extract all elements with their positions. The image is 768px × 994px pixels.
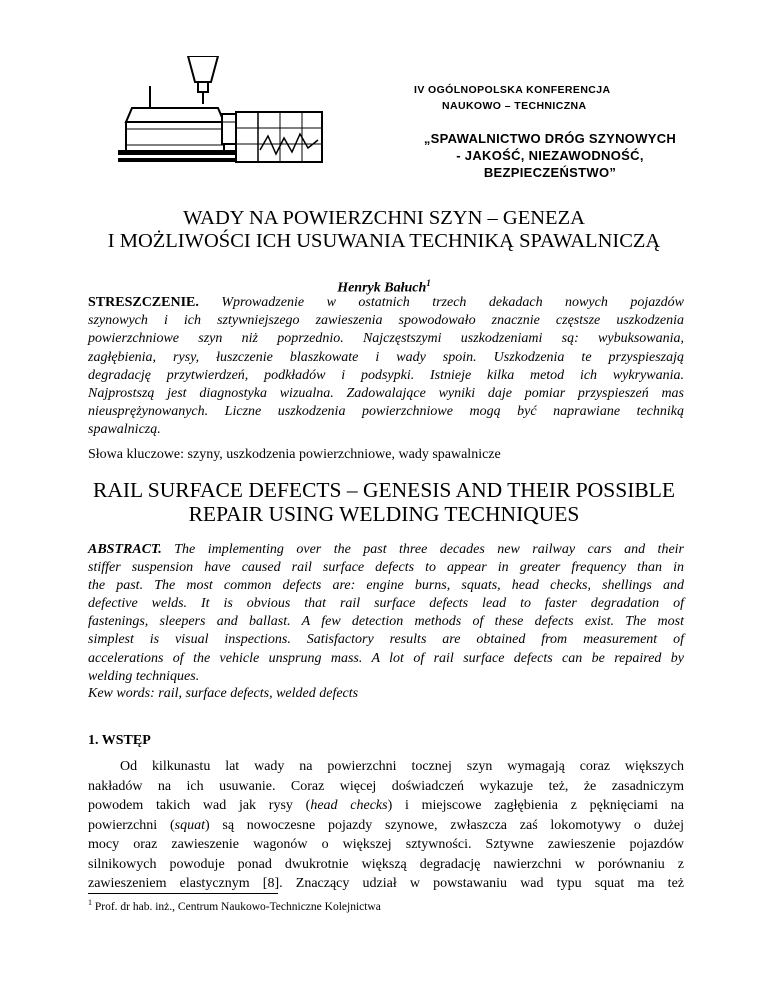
keywords-en: Kew words: rail, surface defects, welded defects [88,686,359,701]
abstract-pl-line: zagłębienia, rysy, łuszczenie blaszkowate i wady spoin. Uszkodzenia te przyspieszają [88,349,684,365]
abstract-pl [88,294,684,440]
conference-title-line-3: BEZPIECZEŃSTWO” [483,165,617,180]
footnote-divider [88,893,278,894]
abstract-pl-line: szynowych i ich sztywniejszego zawieszenia spowodowało znacznie częstsze uszkodzenia [88,313,684,329]
conference-edition: IV OGÓLNOPOLSKA KONFERENCJA [414,84,611,96]
abstract-pl-line: degradację przytwierdzeń, podkładów i podsypki. Istnieje kilka metod ich wykrywania. [88,367,684,383]
abstract-pl-label: STRESZCZENIE. [88,295,199,310]
conference-title-line-1: „SPAWALNICTWO DRÓG SZYNOWYCH [423,131,677,146]
paper-title-pl-line-1: WADY NA POWIERZCHNI SZYN – GENEZA [183,207,585,229]
body-line: powierzchni (squat) są nowoczesne pojazdy szynowe, zwłaszcza zaś lokomotywy o dużej [88,817,684,833]
section-heading: 1. WSTĘP [88,733,151,748]
body-line: zawieszeniem elastycznym [8]. Znaczący udział w powstawaniu wad typu squat ma też [88,876,684,891]
abstract-en-line: ABSTRACT. The implementing over the past three decades new railway cars and their [88,542,684,557]
footnote [88,898,381,913]
abstract-pl-line: STRESZCZENIE. Wprowadzenie w ostatnich trzech dekadach nowych pojazdów [88,295,684,310]
abstract-en-line: fastenings, sleepers and ballast. A few detection methods of these defects exist. The most [88,614,684,630]
abstract-en-line: simplest is visual inspections. Satisfactory results are obtained from measurement of [88,632,684,648]
author-name: Henryk Bałuch [337,280,427,296]
keywords-pl: Słowa kluczowe: szyny, uszkodzenia powierzchniowe, wady spawalnicze [88,447,501,462]
abstract-en-line: accelerations of the vehicle unsprung mass. A lot of rail surface defects can be repaired by [88,650,684,666]
abstract-pl-line: powierzchniowe szyn niż poprzednio. Najczęstszymi uszkodzeniami są: wybuksowania, [88,331,684,347]
conference-title-line-2: - JAKOŚĆ, NIEZAWODNOŚĆ, [456,148,644,163]
abstract-pl-line: Najprostszą jest diagnostyka wizualna. Zadowalające wyniki daje pomiar przyspieszeń mas [88,385,684,401]
abstract-en-line: welding techniques. [88,668,200,684]
body-line: mocy oraz zawieszenie wagonów o większej sztywności. Sztywne zawieszenie pojazdów [88,837,684,852]
abstract-en-line: defective welds. It is obvious that rail surface defects lead to faster degradation of [88,596,684,612]
conference-type: NAUKOWO – TECHNICZNA [442,100,587,112]
conference-logo-icon [118,56,323,166]
abstract-pl-line: nieusprężynowanych. Liczne uszkodzenia powierzchniowe mogą być naprawiane techniką [88,404,684,420]
body-line: nakładów na ich usuwanie. Coraz więcej doświadczeń wykazuje też, że zasadniczym [88,778,684,794]
abstract-pl-line: spawalniczą. [88,422,161,438]
abstract-en [88,541,684,686]
abstract-en-label: ABSTRACT. [88,542,162,557]
body-paragraph [88,758,684,895]
paper-title-en-line-1: RAIL SURFACE DEFECTS – GENESIS AND THEIR POSSIBLE [93,478,675,502]
body-line: silnikowych powoduje ponad dwukrotnie większą degradację nawierzchni w porównaniu z [88,856,684,872]
paper-title-en-line-2: REPAIR USING WELDING TECHNIQUES [188,502,580,526]
author-footnote-mark: 1 [426,278,431,288]
footnote-mark: 1 [88,898,92,907]
abstract-en-line: the past. The most common defects are: engine burns, squats, head checks, shellings and [88,578,684,594]
abstract-en-line: stiffer suspension have caused rail surface defects to appear in greater frequency than in [88,560,684,576]
footnote-text: Prof. dr hab. inż., Centrum Naukowo-Techniczne Kolejnictwa [92,900,381,913]
paper-title-pl-line-2: I MOŻLIWOŚCI ICH USUWANIA TECHNIKĄ SPAWALNICZĄ [107,230,661,252]
body-line: powodem takich wad jak rysy (head checks) i miejscowe zagłębienia z pęknięciami na [88,798,684,813]
body-line: Od kilkunastu lat wady na powierzchni tocznej szyn wymagają coraz większych [120,759,684,774]
